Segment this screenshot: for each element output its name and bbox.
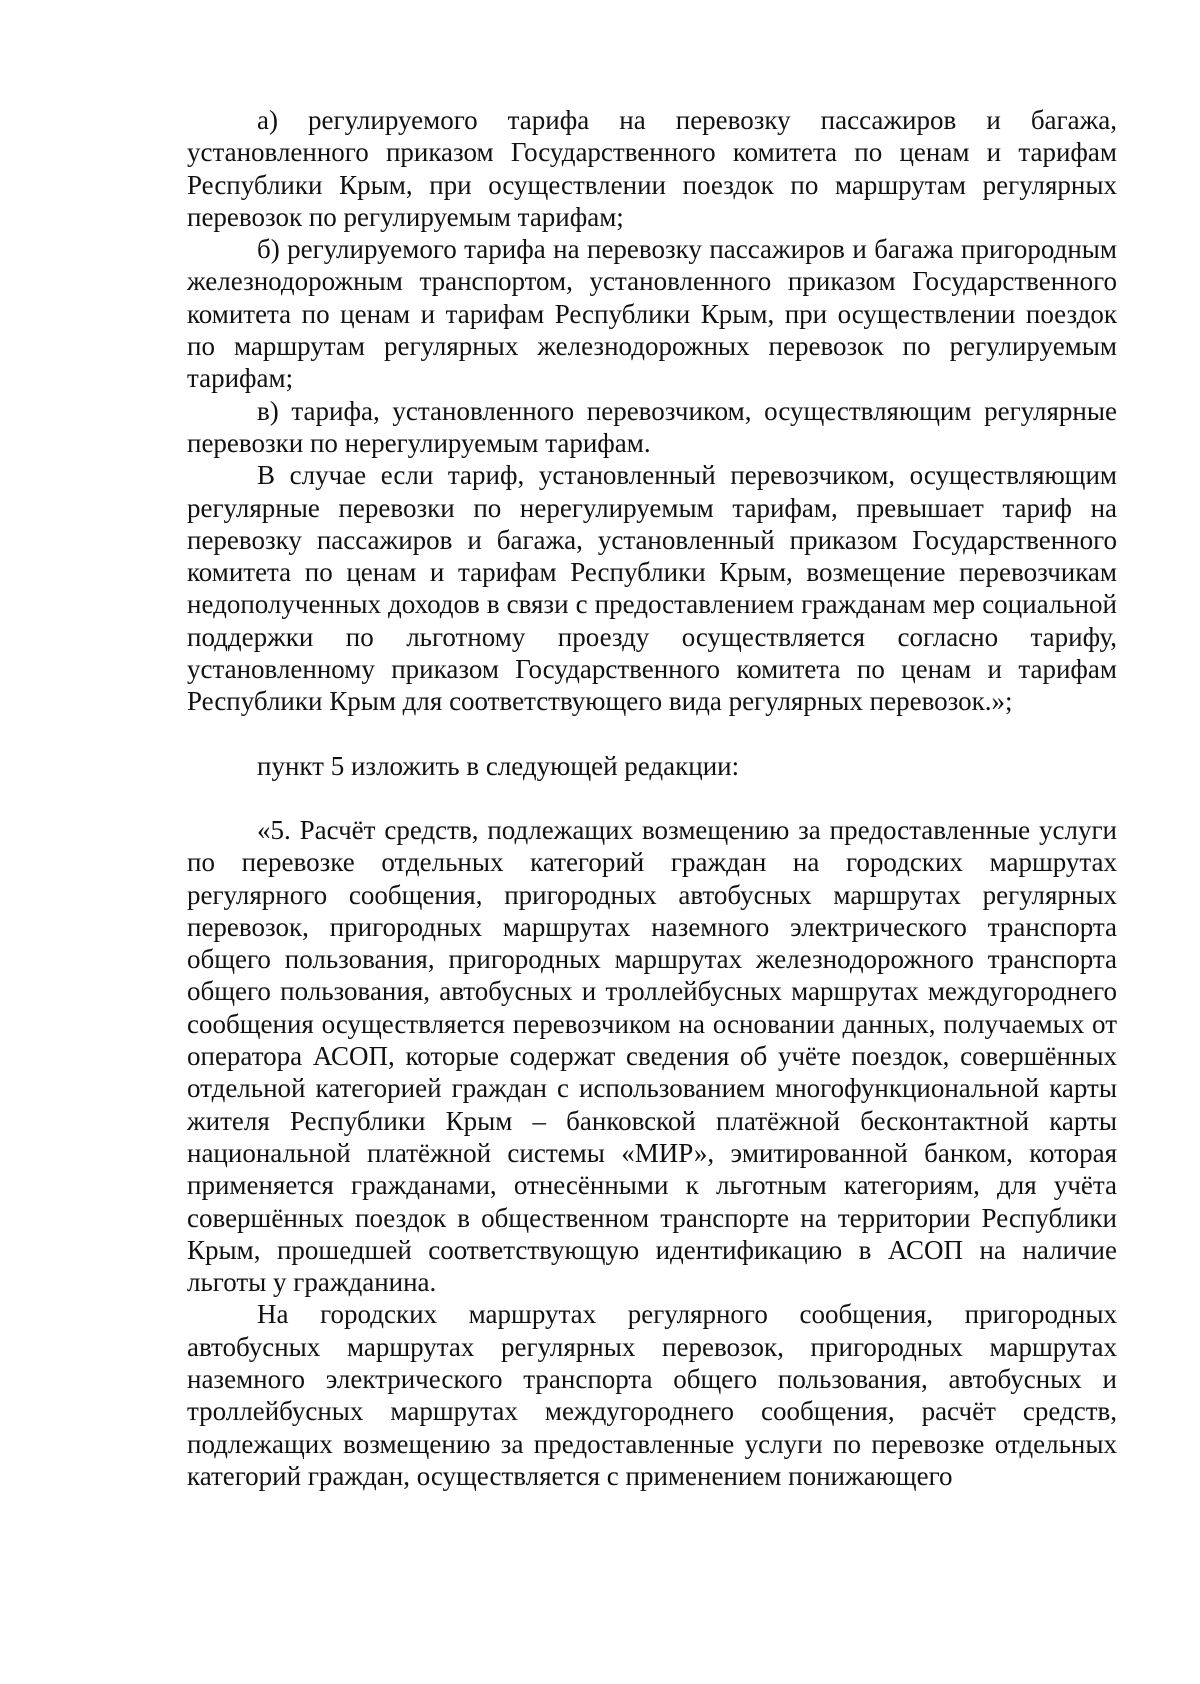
paragraph-tariff-exceeds: В случае если тариф, установленный перевозчиком, осуществляющим регулярные перевозки по нерегулируемым тарифам, превышает тариф на перевозку пассажиров и багажа, установленный приказом Государственного комитета по ценам и тарифам Республики Крым, возмещение перевозчикам недополученных доходов в связи с предоставлением гражданам мер социальной поддержки по льготному проезду осуществляется согласно тарифу, установленному приказом Государственного комитета по ценам и тарифам Республики Крым для соответствующего вида регулярных перевозок.»; — [187, 460, 1117, 717]
paragraph-clause-5: «5. Расчёт средств, подлежащих возмещению за предоставленные услуги по перевозке отдельных категорий граждан на городских маршрутах регулярного сообщения, пригородных автобусных маршрутах регулярных перевозок, пригородных маршрутах наземного электрического транспорта общего пользования, пригородных маршрутах железнодорожного транспорта общего пользования, автобусных и троллейбусных маршрутах междугороднего сообщения осуществляется перевозчиком на основании данных, получаемых от оператора АСОП, которые содержат сведения об учёте поездок, совершённых отдельной категорией граждан с использованием многофункциональной карты жителя Республики Крым – банковской платёжной бесконтактной карты национальной платёжной системы «МИР», эмитированной банком, которая применяется гражданами, отнесёнными к льготным категориям, для учёта совершённых поездок в общественном транспорте на территории Республики Крым, прошедшей соответствующую идентификацию в АСОП на наличие льготы у гражданина. — [187, 814, 1117, 1298]
document-body — [187, 104, 1117, 1492]
paragraph-item-a: а) регулируемого тарифа на перевозку пассажиров и багажа, установленного приказом Государственного комитета по ценам и тарифам Республики Крым, при осуществлении поездок по маршрутам регулярных перевозок по регулируемым тарифам; — [187, 105, 1117, 232]
paragraph-item-v: в) тарифа, установленного перевозчиком, осуществляющим регулярные перевозки по нерегулируемым тарифам. — [187, 395, 1117, 458]
paragraph-amendment-instruction: пункт 5 изложить в следующей редакции: — [257, 750, 740, 781]
paragraph-urban-routes: На городских маршрутах регулярного сообщения, пригородных автобусных маршрутах регулярных перевозок, пригородных маршрутах наземного электрического транспорта общего пользования, автобусных и троллейбусных маршрутах междугороднего сообщения, расчёт средств, подлежащих возмещению за предоставленные услуги по перевозке отдельных категорий граждан, осуществляется с применением понижающего — [187, 1299, 1117, 1491]
paragraph-item-b: б) регулируемого тарифа на перевозку пассажиров и багажа пригородным железнодорожным транспортом, установленного приказом Государственного комитета по ценам и тарифам Республики Крым, при осуществлении поездок по маршрутам регулярных железнодорожных перевозок по регулируемым тарифам; — [187, 234, 1117, 394]
